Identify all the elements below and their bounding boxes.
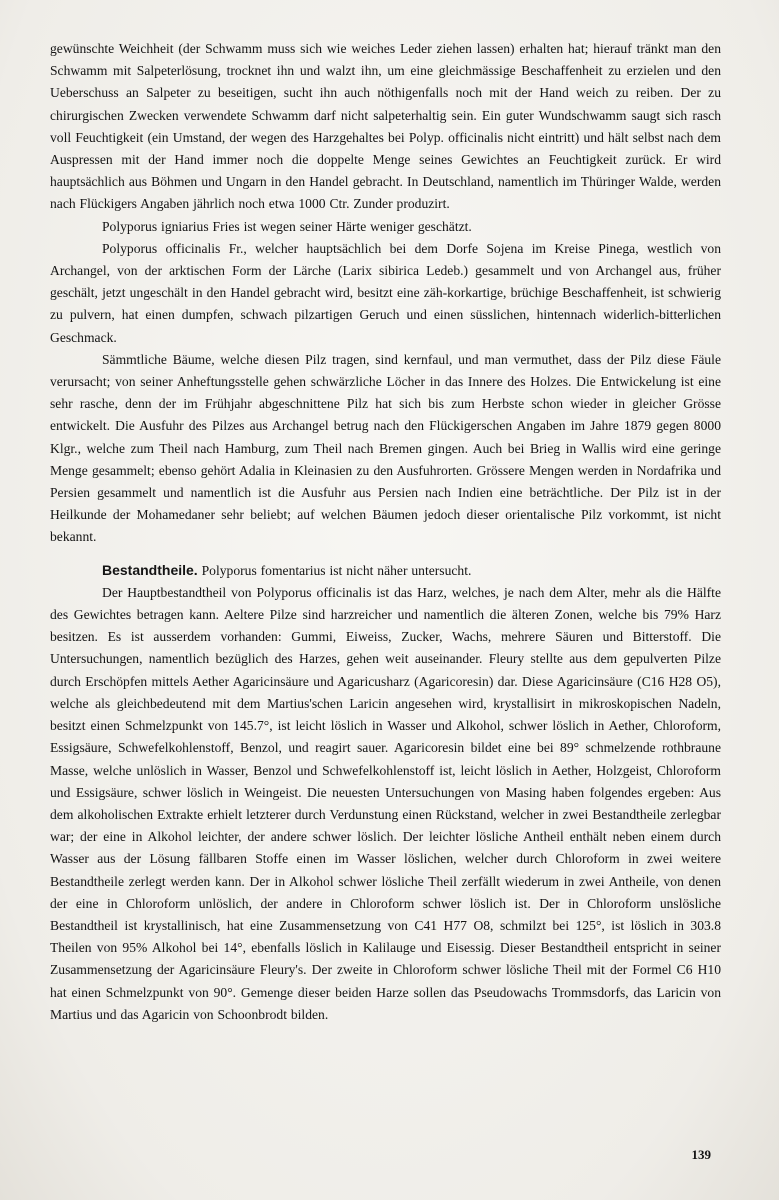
paragraph-harz: Der Hauptbestandtheil von Polyporus officinalis ist das Harz, welches, je nach dem Alter, mehr als die Hälfte des Gewichtes betragen kann. Aeltere Pilze sind harzreicher und namentlich die älteren Zonen, welche bis 79% Harz besitzen. Es ist ausserdem vorhanden: Gummi, Eiweiss, Zucker, Wachs, mehrere Säuren und Bitterstoff. Die Untersuchungen, namentlich bezüglich des Harzes, gehen weit auseinander. Fleury stellte aus dem gepulverten Pilze durch Erschöpfen mittels Aether Agaricinsäure und Agaricusharz (Agaricoresin) dar. Diese Agaricinsäure (C16 H28 O5), welche als gleichbedeutend mit dem Martius'schen Laricin angesehen wird, krystallisirt in mikroskopischen Nadeln, besitzt einen Schmelzpunkt von 145.7°, ist leicht löslich in Wasser und Alkohol, schwer löslich in Aether, Chloroform, Essigsäure, Schwefelkohlenstoff, Benzol, und reagirt sauer. Agaricoresin bildet eine bei 89° schmelzende rothbraune Masse, welche unlöslich in Wasser, Benzol und Schwefelkohlenstoff ist, leicht löslich in Aether, Holzgeist, Chloroform und Essigsäure, schwer löslich in Weingeist. Die neuesten Untersuchungen von Masing haben folgendes ergeben: Aus dem alkoholischen Extrakte erhielt letzterer durch Verdunstung einen Rückstand, welcher in zwei Bestandtheile zerlegbar war; der eine in Alkohol leichter, der andere schwer löslich. Der leichter lösliche Antheil enthält neben einem durch Wasser aus der Lösung fällbaren Stoffe einen im Wasser löslichen, welcher durch Chloroform in zwei weitere Bestandtheile zerlegt werden kann. Der in Alkohol schwer lösliche Theil zerfällt wiederum in zwei Antheile, von denen der eine in Chloroform unlöslich, der andere in Chloroform schwer löslich ist. Der in Chloroform unslösliche Bestandtheil ist krystallinisch, hat eine Zusammensetzung von C41 H77 O8, schmilzt bei 125°, ist löslich in 303.8 Theilen von 95% Alkohol bei 14°, ebenfalls löslich in Kalilauge und Eisessig. Dieser Bestandtheil entspricht in seiner Zusammensetzung der Agaricinsäure Fleury's. Der zweite in Chloroform schwer lösliche Theil mit der Formel C6 H10 hat einen Schmelzpunkt von 90°. Gemenge dieser beiden Harze sollen das Pseudowachs Trommsdorfs, das Laricin von Martius und das Agaricin von Schoonbrodt bilden.: [50, 584, 721, 1022]
page-number: 139: [691, 1147, 711, 1162]
section-bestandtheile: [50, 559, 721, 582]
paragraph-baeume: Sämmtliche Bäume, welche diesen Pilz tragen, sind kernfaul, und man vermuthet, dass der Pilz diese Fäule verursacht; von seiner Anheftungsstelle gehen schwärzliche Löcher in das Innere des Holzes. Die Entwickelung ist eine sehr rasche, denn der im Frühjahr abgeschnittene Pilz hat sich bis zum Herbste schon wieder in gleicher Grösse entwickelt. Die Ausfuhr des Pilzes aus Archangel betrug nach den Flückigerschen Angaben im Jahre 1879 gegen 8000 Klgr., welche zum Theil nach Hamburg, zum Theil nach Bremen gingen. Auch bei Brieg in Wallis wird eine geringe Menge gesammelt; ebenso gehört Adalia in Kleinasien zu den Ausfuhrorten. Grössere Mengen werden in Nordafrika und Persien gesammelt und namentlich ist die Ausfuhr aus Persien nach Indien eine beträchtliche. Der Pilz ist in der Heilkunde der Mohamedaner sehr beliebt; auf welchen Bäumen jedoch dieser orientalische Pilz vorkommt, ist nicht bekannt.: [50, 351, 721, 545]
paragraph-officinalis: Polyporus officinalis Fr., welcher hauptsächlich bei dem Dorfe Sojena im Kreise Pinega, westlich von Archangel, von der arktischen Form der Lärche (Larix sibirica Ledeb.) gesammelt und von Archangel aus, früher geschält, jetzt ungeschält in den Handel gebracht wird, besitzt eine zäh-korkartige, brüchige Beschaffenheit, ist schwierig zu pulvern, hat einen dumpfen, schwach pilzartigen Geruch und einen süsslichen, hintennach widerlich-bitterlichen Geschmack.: [50, 240, 721, 345]
paragraph-zunder: gewünschte Weichheit (der Schwamm muss sich wie weiches Leder ziehen lassen) erhalten hat; hierauf tränkt man den Schwamm mit Salpeterlösung, trocknet ihn und walzt ihn, um eine gleichmässige Beschaffenheit zu erzielen und den Ueberschuss an Salpeter zu beseitigen, sucht ihn auch nöthigenfalls noch mit der Hand weich zu reiben. Der zu chirurgischen Zwecken verwendete Schwamm darf nicht salpeterhaltig sein. Ein guter Wundschwamm saugt sich rasch voll Feuchtigkeit (ein Umstand, der wegen des Harzgehaltes bei Polyp. officinalis nicht eintritt) und hält selbst nach dem Auspressen mit der Hand immer noch die doppelte Menge seines Gewichtes an Feuchtigkeit zurück. Er wird hauptsächlich aus Böhmen und Ungarn in den Handel gebracht. In Deutschland, namentlich im Thüringer Walde, werden nach Flückigers Angaben jährlich noch etwa 1000 Ctr. Zunder produzirt.: [50, 41, 721, 212]
section-heading-text: Polyporus fomentarius ist nicht näher untersucht.: [201, 562, 472, 578]
paragraph-igniarius: Polyporus igniarius Fries ist wegen seiner Härte weniger geschätzt.: [102, 218, 472, 234]
section-heading: Bestandtheile.: [102, 561, 198, 578]
